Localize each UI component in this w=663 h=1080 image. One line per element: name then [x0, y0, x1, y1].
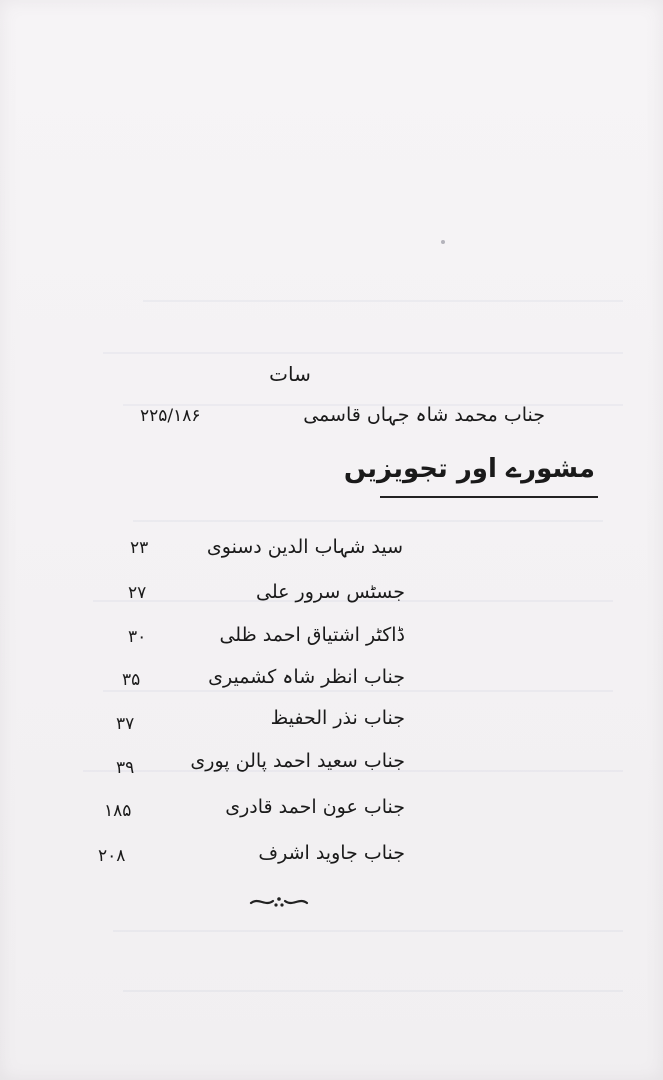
show-through-line	[103, 352, 623, 354]
toc-entry-name: جناب انظر شاہ کشمیری	[208, 666, 405, 688]
toc-entry-name: ڈاکٹر اشتیاق احمد ظلی	[219, 624, 405, 646]
toc-entry-page: ۱۸۵	[104, 801, 132, 821]
toc-author-name: جناب محمد شاہ جہاں قاسمی	[303, 404, 545, 426]
toc-page-range: ۲۲۵/۱۸۶	[140, 406, 201, 426]
toc-entry-name: جناب جاوید اشرف	[258, 842, 405, 864]
toc-entry-name: جناب سعید احمد پالن پوری	[190, 750, 405, 772]
show-through-line	[143, 300, 623, 302]
show-through-line	[123, 990, 623, 992]
paper-speck	[441, 240, 445, 244]
show-through-line	[113, 930, 623, 932]
toc-entry-name: جسٹس سرور علی	[256, 581, 405, 603]
toc-entry-name: جناب عون احمد قادری	[225, 796, 405, 818]
toc-entry-page: ۲۳	[130, 538, 149, 558]
decorative-flourish-icon	[249, 893, 309, 911]
heading-underline	[380, 496, 598, 498]
toc-entry-name: جناب نذر الحفیظ	[270, 707, 405, 729]
toc-entry-page: ۲۰۸	[98, 846, 126, 866]
show-through-line	[103, 690, 613, 692]
toc-entry-page: ۳۵	[122, 670, 141, 690]
toc-entry-page: ۳۰	[128, 627, 147, 647]
page-label-text: سات	[269, 362, 311, 386]
toc-entry-page: ۳۷	[116, 714, 135, 734]
toc-entry-page: ۳۹	[116, 758, 135, 778]
toc-entry-page: ۲۷	[128, 583, 147, 603]
toc-entry-name: سید شہاب الدین دسنوی	[206, 536, 403, 558]
section-heading: مشورے اور تجویزیں	[343, 454, 595, 484]
show-through-line	[133, 520, 603, 522]
